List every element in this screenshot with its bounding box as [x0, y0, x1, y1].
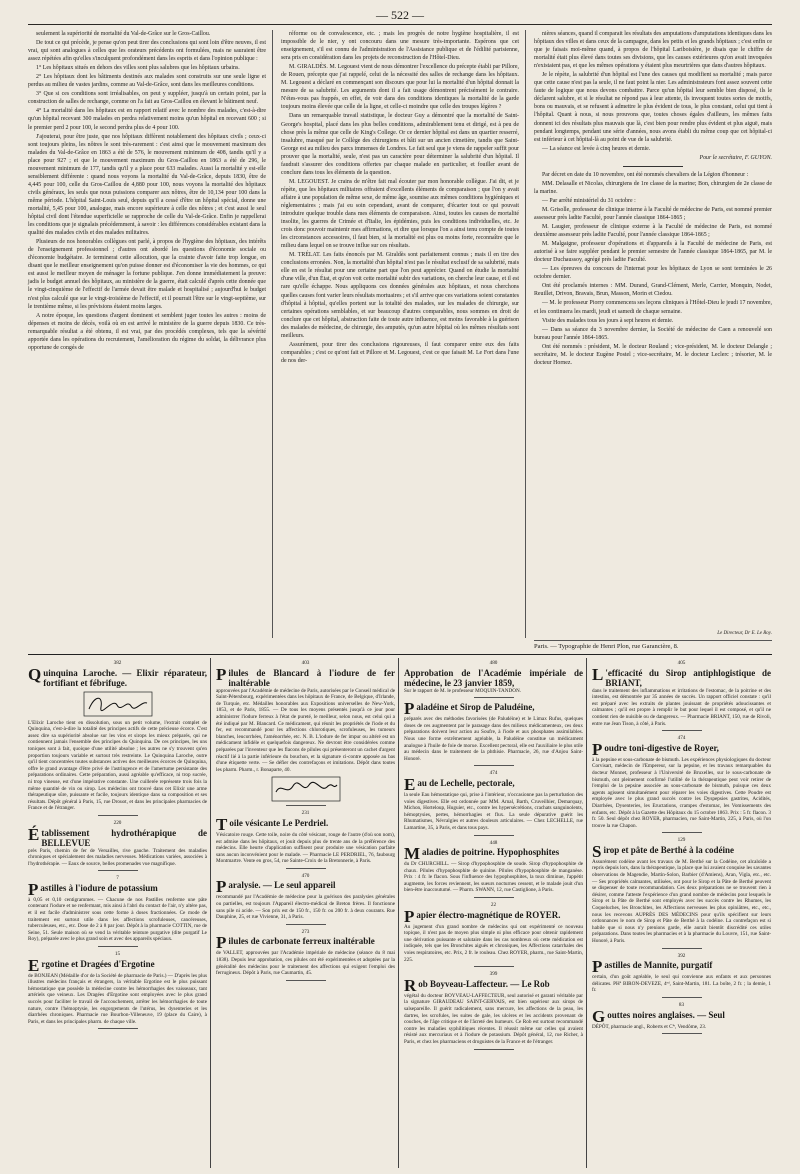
article-paragraph: Ont été proclamés internes : MM. Durand, Grand-Clément, Merle, Carrier, Monquin, Nodet, Reuillet, Drivon, Bravais, Brun, Masson, Morin et Ciedou. — [534, 283, 772, 298]
ad-title — [28, 879, 207, 899]
laroche-signature-icon — [83, 691, 153, 717]
advertisement — [404, 660, 583, 698]
ad-body: du Dr CHURCHILL. — Sirop d'hypophosphite de soude. Sirop d'hypophosphite de chaux. Pilules d'hypophosphite de quinine. Pilules d'hypophosphite de manganèse. Prix : 4 fr. le flacon. Sous l'influence des hypophosphites, la toux diminue, l'appétit augmente, les forces reviennent, les sueurs nocturnes cessent, et le malade jouit d'un bien-être inaccoutumé. — Pharm. SWANN, 12, rue Castiglione, à Paris. — [404, 861, 583, 894]
ad-number: 392 — [677, 952, 686, 959]
ad-title-text: astilles à l'iodure de potassium — [40, 882, 158, 893]
article-paragraph: 2° Les hôpitaux dont les bâtiments destinés aux malades sont construits sur une seule ligne et perdus au milieu de vastes jardins, comme au Val-de-Grâce, sont dans les meilleures conditions. — [28, 74, 266, 89]
ad-drop-cap: P — [404, 906, 415, 926]
article-column-1 — [28, 30, 266, 353]
column-divider — [525, 30, 526, 638]
ad-title — [404, 975, 583, 995]
advertisement — [28, 875, 207, 947]
ad-drop-cap: G — [592, 1006, 606, 1026]
ad-body: DÉPÔT, pharmacie angl., Roberts et Cⁱᵉ, Vendôme, 23. — [592, 1023, 707, 1030]
column-divider — [272, 30, 273, 638]
ad-separator — [662, 832, 702, 833]
ad-title-text: 'efficacité du Sirop antiphlogistique de BRIANT, — [605, 667, 771, 688]
ad-body: certain, d'un goût agréable, le seul qui convienne aux enfants et aux personnes délicates. PHª BIRON-DEVEZE, 4ᵉᵈ, Saint-Martin, 181. La boîte, 2 fr. ; la demie, 1 fr. — [592, 974, 771, 994]
article-paragraph: 4° La mortalité dans les hôpitaux est en rapport relatif avec le nombre des malades, c'est-à-dire qu'un hôpital recevant 300 malades en perdra relativement moins qu'un hôpital en recevant 600 ; si le premier perd 2 pour 100, le second perdra plus de 4 pour 100. — [28, 108, 266, 131]
ad-separator — [474, 697, 514, 698]
article-paragraph: M. Grisolle, professeur de clinique interne à la Faculté de médecine de Paris, est nommé premier assesseur près ladite Faculté, pour l'année classique 1864-1865 ; — [534, 206, 772, 221]
advertisement — [216, 929, 395, 981]
ad-title-text: outtes noires anglaises. — Seul — [607, 1009, 725, 1020]
ad-separator — [286, 805, 326, 806]
ad-body: la seule Eau hémostatique qui, prise à l'intérieur, n'occasionne pas la perturbation des voies digestives. Elle est ordonnée par MM. Arnal, Barth, Cruveilhier, Demarquay, Michon, Horteloup, Huguier, etc., contre les hypersécrétions, crachats sanguinolents, hémoptysies, pertes, hémorrhagies et flux. La seule dépurative guérit les Rhumatismes, Névralgies et autres douleurs articulaires. — Chez LECHELLE, rue Lamartine, 35, à Paris, et dans tous pays. — [404, 791, 583, 831]
ad-separator — [474, 897, 514, 898]
article-paragraph: De tout ce qui précède, je pense qu'on peut tirer des conclusions qui sont loin d'être neuves, il est vrai, qui sont analogues à celles que les orateurs précédents ont formulées, mais ne sauraient être assez répétées afin qu'elles s'inculquent profondément dans les esprits et dans l'opinion publique : — [28, 40, 266, 63]
ad-title — [404, 699, 583, 719]
ad-separator — [474, 765, 514, 766]
imprint — [534, 631, 772, 650]
ad-drop-cap: Q — [28, 664, 42, 684]
article-paragraph: M. TRÉLAT. Les faits énoncés par M. Giraldès sont parfaitement connus ; mais il en tire des conclusions erronées. Non, la mortalité d'un hôpital n'est pas le résultat exclusif de sa salubrité, mais elle en est le résultat pour une certaine part que l'on peut apprécier. Quand on étudie la mortalité d'une ville, d'un État, et qu'on voit cette mortalité subir des variations, on cherche leur cause, et il est rare qu'elle échappe. Nous appliquons ces données générales aux hôpitaux, et nous cherchons quelles causes font varier leurs résultats mortuaires ; et s'il arrive que ces variations soient constantes d'hôpital à hôpital, qu'elles portent sur la totalité des malades, sur les malades de chirurgie, sur certaines opérations semblables, et sur beaucoup d'autres comparables, nous sommes en droit de conclure que cet hôpital, abstraction faite de toute autre influence, est moins favorable à la guérison des malades de médecine, de chirurgie, des amputés, qu'un autre hôpital où les mêmes résultats sont meilleurs. — [281, 252, 519, 339]
article-paragraph: Dans un remarquable travail statistique, le docteur Guy a démontré que la mortalité de Saint-George's hospital, placé dans les plus belles conditions, admirablement tenu et dirigé, est à peu de chose près la même que celle de King's College. Or ce dernier hôpital est dans un quartier resserré, insalubre, masqué par le Collège des chirurgiens et bâti sur un ancien cimetière, tandis que Saint-George est au milieu des parcs immenses de Londres. Le fait seul que je viens de rappeler suffit pour prouver que la mortalité, seule, n'est pas un caractère pour déterminer la salubrité d'un hôpital. Il faudrait s'assurer des conditions offertes par chaque malade en particulier, et fouiller avant de conclure dans tous les éléments de la question. — [281, 113, 519, 176]
ad-title — [216, 664, 395, 688]
ad-separator — [474, 835, 514, 836]
article-paragraph: — Par arrêté ministériel du 31 octobre : — [542, 197, 636, 204]
ad-separator — [286, 868, 326, 869]
advertisement — [28, 820, 207, 871]
advertisement — [404, 902, 583, 967]
ad-title — [28, 955, 207, 975]
article-paragraph: Assurément, pour tirer des conclusions rigoureuses, il faut comparer entre eux des faits comparables ; c'est ce qu'ont fait et Pillore et M. Legouest, c'est ce que faisait M. Le Fort dans l'une de nos der- — [281, 341, 519, 364]
ad-title — [592, 841, 771, 861]
article-paragraph: Ont été nommés : président, M. le docteur Rouland ; vice-président, M. le docteur Delangle ; secrétaire, M. le docteur Eugène Postel ; vice-secrétaire, M. le docteur Leclerc ; trésorier, M. le docteur Hornez. — [534, 343, 772, 366]
ad-separator — [662, 948, 702, 949]
article-paragraph: M. Malgaigne, professeur d'opérations et d'appareils à la Faculté de médecine de Paris, est autorisé à se faire suppléer pendant le premier semestre de l'année classique 1864-1865, par M. le docteur Duchaussoy, agrégé près ladite Faculté. — [534, 241, 772, 264]
ad-title-text: oudre toni-digestive de Royer, — [604, 742, 719, 753]
article-paragraph: seulement la supériorité de mortalité du Val-de-Grâce sur le Gros-Caillou. — [36, 31, 211, 37]
ad-number: 22 — [490, 902, 497, 909]
article-paragraph: M. LEGOUEST. Je crains de m'être fait mal écouter par mon honorable collègue. J'ai dit, et je répète, que les hôpitaux militaires offraient d'excellents éléments de comparaison ; que l'on y avait affaire à une population de même sexe, de même âge, soumise aux mêmes conditions hygiéniques et réglementaires ; mais j'ai eu soin cependant, avant de comparer, d'écarter tout ce qui pouvait introduire quelque trouble dans mes éléments de comparaison. Ainsi, toutes les causes de mortalité insolite, les guerres de Crimée et d'Italie, les épidémies, puis les conditions individuelles, etc. Je crois donc pouvoir maintenir mes affirmations, et dire que lorsque l'on a ainsi tenu compte de toutes les circonstances accessoires, il faut bien, si la mortalité est plus ou moins forte, reconnaître que le milieu dans lequel on se trouve influe sur ces résultats. — [281, 178, 519, 250]
ad-drop-cap: E — [404, 774, 416, 794]
ad-title-text: tablissement hydrothérapique de BELLEVUE — [41, 827, 207, 848]
article-paragraph: 3° Que si ces conditions sont irréalisables, on peut y suppléer, jusqu'à un certain point, par la construction de salles de rechange, comme on l'a fait au Gros-Caillou en élevant le bâtiment neuf. — [28, 91, 266, 106]
ad-drop-cap: P — [592, 957, 603, 977]
ad-title-text: aladies de poitrine. Hypophosphites — [422, 847, 560, 858]
article-column-3 — [534, 30, 772, 368]
ad-drop-cap: S — [592, 841, 602, 861]
ad-title — [592, 739, 771, 759]
ad-drop-cap: P — [28, 879, 39, 899]
director-signature: Le Directeur, Dr E. Le Roy. — [717, 631, 772, 636]
ad-title — [404, 774, 583, 794]
article-paragraph: J'ajouterai, pour être juste, que nos hôpitaux diffèrent notablement des hôpitaux civils ; ceux-ci sont toujours pleins, les nôtres le sont très-rarement : c'est ainsi que le mouvement maximum des malades du Val-de-Grâce en 1863 a été de 576, le mouvement minimum de 408, tandis qu'il y a place pour 927 ; et que le mouvement maximum du Gros-Caillou en 1863 a été de 296, le mouvement minimum de 177, tandis qu'il y a place pour 633 malades. Aussi la mortalité y est-elle sensiblement différente : quand nous voyons la mortalité du Val-de-Grâce, depuis 1830, être de 4,445 pour 100, celle du Gros-Caillou de 4,880 pour 100, nous voyons la mortalité des hôpitaux civils généraux, les seuls que nous puissions comparer aux nôtres, être de 10,134 pour 100 dans la même période. L'hôpital Saint-Louis seul, depuis qu'il a cessé d'être un hôpital spécial, donne une mortalité, 5,45 pour 100, analogue, mais encore supérieure à celle des nôtres ; et c'est aussi le seul hôpital civil dont l'étendue superficielle se rapproche de celle du Val-de-Grâce. Enfin je rappellerai les conditions que je signalais précédemment, à savoir : les différences considérables existant dans la qualité des malades civils et des malades militaires. — [28, 133, 266, 237]
ad-drop-cap: R — [404, 975, 417, 995]
ad-number: 480 — [489, 660, 498, 666]
article-paragraph: Pour le secrétaire, F. GUYON. — [699, 154, 772, 161]
ad-separator — [474, 966, 514, 967]
ad-title-text: Approbation de l'Académie impériale de médecine, le 23 janvier 1859, — [404, 667, 583, 688]
ad-drop-cap: P — [216, 877, 227, 897]
advertisement — [216, 873, 395, 925]
ad-separator — [474, 1049, 514, 1050]
ad-body: dans le traitement des inflammations et irritations de l'estomac, de la poitrine et des intestins, est démontrée par 35 années de succès. Un rapport officiel constate : qu'il est préparé avec les extraits de plantes jouissant de propriétés adoucissantes et calmantes ; qu'il est propre à remplir le but pour lequel il est composé, et qu'il ne contient rien de nuisible ou de dangereux. — Pharmacie BRIANT, 150, rue de Rivoli, entre rue Jean Tison, à côté, à Paris. — [592, 687, 771, 727]
advertisement — [216, 810, 395, 869]
article-paragraph: Visite des malades tous les jours à sept heures et demie. — [542, 317, 674, 324]
advertisement — [592, 735, 771, 833]
ad-title-text: oile vésicante Le Perdriel. — [229, 817, 329, 828]
ad-drop-cap: E — [28, 955, 40, 975]
article-paragraph: nières séances, quand il comparait les résultats des amputations d'amputations identiques dans les hôpitaux des villes et dans ceux de la campagne, dans les petits et les grands hôpitaux ; c'est enfin ce que je faisais moi-même quand, à propos de l'hôpital Lariboisière, je disais que le chiffre de mortalité était plus élevé dans toutes ses divisions, que les causes extérieures qu'on avait invoquées n'existaient pas, et que les mêmes opérations y étaient plus meurtrières que dans d'autres hôpitaux. — [534, 31, 772, 70]
ad-separator — [98, 815, 138, 816]
ad-drop-cap: L — [592, 664, 604, 684]
ad-title — [216, 814, 395, 834]
article-paragraph: M. GIRALDÈS. M. Legouest vient de nous démontrer l'excellence du précepte établi par Pillore, de Rouen, précepte que j'ai rappelé, celui de la nécessité des salles de rechange dans les hôpitaux. M. Legouest a déclaré en commençant son discours que pour lui la mortalité d'un hôpital donnait la mesure de sa salubrité. Les arguments dont il a fait usage démontrent précisément le contraire. N'étes-vous pas frappés, en effet, de voir dans des conditions identiques la mortalité de la garde toujours moins élevée que celle de la ligne, et celle-ci moindre que celle des troupes légères ? — [281, 64, 519, 111]
ad-title — [216, 877, 395, 897]
ad-drop-cap: P — [216, 933, 227, 953]
ad-title-text: apier électro-magnétique de ROYER. — [416, 909, 561, 920]
ad-separator — [662, 1033, 702, 1034]
advertisement — [28, 660, 207, 816]
section-rule — [623, 166, 683, 167]
ad-body: Assurément codéine avant les travaux de M. Berthé sur la Codéine, cet alcaloïde a repris depuis lors, dans la thérapeutique, la place que lui avaient conquise les savantes observations de Magendie, Martin-Solon, Barbier (d'Amiens), Aran, Vigla, etc., etc. — Ses propriétés calmantes, utilisées, ont pour le Sirop et la Pâte de Berthé peuvent se dispenser de toute recommandation. Ces deux préparations ne se trouvent rien à désirer, comme l'atteste l'expérience d'un grand nombre de médecins pour lesquels le Sirop et la Pâte de Berthé sont employés avec les succès contre les Rhumes, les Coqueluches, les Bronchites, les Affections nerveuses les plus opiniâtres, etc., etc., nous les recevons AUPRÈS DES MÉDECINS pour qu'ils spécifient sur leurs ordonnances le nom de Sirop et Pâte de Berthé à la codéine. La contrefaçon est si habile que si nous n'y prenions garde, elle aurait bientôt discrédité ces utiles préparations. Dans toutes les pharmacies et à la pharmacie du Louvre, 151, rue Saint-Honoré, à Paris. — [592, 858, 771, 944]
advertisement — [28, 951, 207, 1029]
ad-title — [28, 664, 207, 688]
ad-number: 405 — [677, 660, 686, 666]
ad-number: 15 — [114, 951, 121, 958]
ad-number: 129 — [677, 837, 686, 844]
ad-body: préparés avec des méthodes favorisées (de Paludéine) et le Limax Rufus, quelques doses de ces augmentent par le parasage dans des milieux médicamenteux, ces deux préparations doivent leur action au Soufre, à l'iode et aux phosphates assimilables. Nous une forme extrêmement agréable, la Paludéine constitue un médicament analogue à l'huile de foie de morue. Excellent pectoral, elle est l'auxiliaire le plus utile au médecin dans le traitement de la phthisie. Pharmacie, 26, rue d'Anjou Saint-Honoré. — [404, 716, 583, 762]
ad-title — [28, 824, 207, 848]
ad-title — [592, 664, 771, 688]
ad-title — [216, 933, 395, 953]
advertisement — [404, 971, 583, 1049]
ad-separator — [286, 980, 326, 981]
ad-title-text: rgotine et Dragées d'Ergotine — [41, 958, 155, 969]
ad-separator — [662, 730, 702, 731]
article-paragraph: Plusieurs de nos honorables collègues ont parlé, à propos de l'hygiène des hôpitaux, des intérêts de l'enseignement professionnel ; d'autres ont abordé les questions d'économie sociale ou d'économie budgétaire. Je terminerai cette allocution, que la crainte d'avoir faite trop longue, en disant que le meilleur enseignement qu'on puisse donner est d'économiser la vie des hommes, ce qui est aussi le meilleur moyen de ménager la fortune publique. J'en donne immédiatement la preuve: jadis le budget annuel des hôpitaux, au ministère de la guerre, était calculé d'après cette donnée que le vingt-cinquième de l'effectif de l'armée devait être malade et hospitalisé ; aujourd'hui le budget n'est plus calculé que sur le vingt-troisième de l'effectif, et il pourrait l'être sur le vingt-septième, sur le trentième même, si les prévisions étaient moins larges. — [28, 239, 266, 310]
ad-separator — [286, 924, 326, 925]
ad-body: près Paris, chemin de fer de Versailles, rive gauche. Traitement des maladies chroniques et spécialement des maladies nerveuses. Médications variées, associées à l'hydrothérapie. — Eaux de source, belles promenades vue magnifique. — [28, 847, 207, 867]
ad-number: 231 — [301, 810, 310, 817]
advertisement — [592, 660, 771, 731]
ad-title — [592, 1006, 771, 1026]
advertisement — [216, 660, 395, 806]
advertisement — [404, 840, 583, 899]
ad-drop-cap: T — [216, 814, 228, 834]
ad-number: 83 — [678, 1001, 685, 1008]
ad-drop-cap: P — [592, 739, 603, 759]
ad-body: végétal du docteur BOYVEAU-LAFFECTEUR, seul autorisé et garanti véritable par la signature GIRAUDEAU SAINT-GERVAIS, est bien supérieur aux sirops de salsepareille. Il guérit radicalement, sans mercure, les affections de la peau, les dartres, les scrofules, les suites de gale, les ulcères et les accidents provenant de couches, de l'âge critique et de l'âcreté des humeurs. Ce Rob est surtout recommandé contre les maladies syphilitiques récentes. Il réussit même sur celles qui avaient résisté aux mercuriaux et à l'iodure de potassium. Dépôt général, 12, rue Richer, à Paris, et chez les pharmaciens et droguistes de la France et de l'étranger. — [404, 992, 583, 1045]
article-paragraph: — La séance est levée à cinq heures et demie. — [542, 145, 651, 152]
ad-title — [404, 668, 583, 688]
ads-divider — [398, 658, 399, 1168]
ad-title-text: ob Boyveau-Laffecteur. — Le Rob — [418, 978, 550, 989]
ad-body: à 0,05 et 0,10 centigrammes. — Chacune de nos Pastilles renferme une pâte contenant l'iodure et ne renfermant, mis ainsi à l'abri du contact de l'air, n'y altère pas, et il est facile d'administrer sous cette forme à doses fractionnées. Ce mode de traitement est surtout utile dans les affections scrofuleuses, cancéreuses, tuberculeuses, etc., etc. Dose de 2 à 8 par jour. Dépôt à la pharmacie COTTIN, rue de Seine, 51. Seule maison où se vend la véritable teinture purgative (dite purgatif Le Roy), préparée avec le plus grand soin et avec des appareils spéciaux. — [28, 896, 207, 943]
article-paragraph: A notre époque, les questions d'argent dominent et semblent juger toutes les autres : moins de dépenses et moins de décès, voilà où en est arrivé le ministère de la guerre depuis 1830. Ce très-remarquable résultat a été obtenu, il est vrai, par des procédés complexes, tels que la sévérité apportée dans les opérations du recrutement, l'amélioration du régime du soldat, la délivrance plus opportune de congés de — [28, 312, 266, 351]
ad-number: 220 — [113, 819, 122, 826]
ad-drop-cap: M — [404, 844, 421, 864]
ads-column-4 — [592, 660, 771, 1038]
ad-body: de VALLET, approuvées par l'Académie impériale de médecine (séance du 8 mai 1838). Depuis leur approbation, ces pilules ont été expérimentées et adoptées par la généralité des médecins pour le traitement des affections qui exigent l'emploi des ferrugineux. Dépôt à Paris, rue Caumartin, 45. — [216, 950, 395, 977]
advertisement — [592, 953, 771, 998]
article-paragraph: Par décret en date du 10 novembre, ont été nommés chevaliers de la Légion d'honneur : — [542, 171, 749, 178]
article-paragraph: Je le répète, la salubrité d'un hôpital est l'une des causes qui modifient sa mortalité ; mais parce que cette cause n'est pas la seule, il ne faut point la nier. Les administrateurs font assez souvent cette faute de logique que nous devons combattre. Parce qu'un hôpital leur semble bien disposé, ils le déclarent salubre, et si le résultat ne répond pas à leur attente, ils invoquent toutes sortes de motifs, bons ou mauvais, et se refusent à admettre le plus évident de tous, le plus constant, celui qui tient à l'hôpital. Quant à nous, si nous prouvons que, toutes choses égales d'ailleurs, les mêmes faits donnent ici des résultats plus mauvais que là, c'est bien pour rendre plus évident et plus aiguë, mais pendant longtemps, pendant une série d'années, nous avons établi du même coup que cet hôpital-ci est inférieur à cet hôpital-là au point de vue de la salubrité. — [534, 72, 772, 143]
advertisement — [592, 1002, 771, 1034]
ads-divider — [210, 658, 211, 1168]
ad-number: 7 — [116, 875, 119, 882]
ad-separator — [662, 997, 702, 998]
ad-separator — [98, 1028, 138, 1029]
article-paragraph: MM. Delasalle et Nicolas, chirurgiens de 1re classe de la marine; Bon, chirurgien de 2e classe de la marine. — [534, 180, 772, 195]
ad-number: 474 — [677, 735, 686, 742]
ad-drop-cap: P — [404, 699, 415, 719]
blancard-signature-icon — [271, 776, 341, 802]
page-number: — 522 — — [376, 8, 424, 22]
ads-divider — [586, 658, 587, 1168]
ad-title-text: au de Lechelle, pectorale, — [417, 777, 515, 788]
ads-column-3 — [404, 660, 583, 1054]
ad-body: Au jugement d'un grand nombre de médecins qui ont expérimenté ce nouveau topique, il n'est pas de moyen plus simple ni plus efficace pour obtenir rapidement une dérivation puissante et salutaire dans les cas nombreux où cette médication est indiquée, tels que les Bronchites aiguës et chroniques, les Affections catarrhales des voies respiratoires, etc. Prix, 2 fr. le rouleau. Chez ROYER, pharm., rue Saint-Martin, 225. — [404, 923, 583, 963]
ad-number: 470 — [301, 872, 310, 879]
ad-number: 382 — [113, 660, 122, 666]
ad-body: de BONJEAN (Médaille d'or de la Société de pharmacie de Paris.) — D'après les plus illustres médecins français et étrangers, la véritable Ergotine est le plus puissant hémostatique que possède la médecine contre les hémorrhagies des vaisseaux, tant artériels que veineux. Les Dragées d'Ergotine sont employées avec le plus grand succès pour faciliter le travail de l'accouchement, arrêter les hémorrhagies de toute nature, contre l'hémoptysie, les engorgements de l'utérus, les dysenteries et les diarrhées chroniques. Pharmacie rue Bourbon-Villeneuve, 19 (place du Caire), à Paris, et dans les principales pharm. de chaque ville. — [28, 972, 207, 1025]
ad-title-text: aralysie. — Le seul appareil — [228, 880, 336, 891]
ad-title-text: ilules de carbonate ferreux inaltérable — [228, 936, 375, 947]
ad-title-text: uinquina Laroche. — Elixir réparateur, fortifiant et fébrifuge. — [43, 667, 207, 688]
article-paragraph: — Les épreuves du concours de l'internat pour les hôpitaux de Lyon se sont terminées le 26 octobre dernier. — [534, 266, 772, 281]
ad-body: Vésicatoire rouge. Cette toile, noire du côté vésicant, rouge de l'autre (d'où son nom), est admise dans les hôpitaux, et jouit depuis plus de trente ans de la préférence des médecins. Elle heurte d'application suffisent pour produire une vésication parfaite sans aucun inconvénient pour le malade. — Pharmacie LE PERDRIEL, 76, faubourg Montmartre. Vente en gros, 54, rue Sainte-Croix de la Bretonnerie, à Paris. — [216, 831, 395, 865]
advertisement — [592, 837, 771, 948]
article-paragraph: — Dans sa séance du 3 novembre dernier, la Société de médecine de Caen a renouvelé son bureau pour l'année 1864-1865. — [534, 326, 772, 341]
ad-number: 399 — [489, 971, 498, 978]
ad-title-text: aladéine et Sirop de Paludéine, — [416, 702, 535, 713]
ad-body: approuvées par l'Académie de médecine de Paris, autorisées par le Conseil médical de Saint-Pétersbourg, expérimentées dans les hôpitaux de France, de Belgique, d'Irlande, de Turquie, etc. Médailles honorables aux Expositions universelles de New-York, 1853, et de Paris, 1855. — De tous les moyens présentés jusqu'à ce jour pour administrer l'iodure ferreux à l'état de pureté, le meilleur, selon nous, est celui qui a été indiqué par M. Blancard. Ce médicament, qui réunit les propriétés de l'iode et du fer, est recommandé pour les affections chlorotiques, scrofuleuses, les tumeurs blanches, leucorrhées, l'aménorrhée, etc. N. B. L'iodure de fer impur ou altéré est un médicament infidèle et quelquefois dangereux. Ne devront être considérées comme préparées par l'inventeur que les flacons de pilules qui présenteront un cachet d'argent réactif lié à la partie inférieure du bouchon, et la signature ci-contre apposée au bas d'une étiquette verte. — Se défier des contrefaçons et imitations. Dépôt dans toutes les pharm. Pharm., r. Bonaparte, 40. — [216, 687, 395, 773]
article-paragraph: réforme ou de convalescence, etc. ; mais les progrès de notre hygiène hospitalière, il est impossible de le nier, y ont concouru dans une mesure très-importante. Espérons que cet enseignement, s'il est connu de l'administration de l'Assistance publique et de l'édilité parisienne, sera pris en considération dans les projets de reconstruction de l'Hôtel-Dieu. — [281, 31, 519, 62]
article-column-2 — [281, 30, 519, 366]
article-paragraph: — M. le professeur Piorry commencera ses leçons cliniques à l'Hôtel-Dieu le jeudi 17 novembre, et les continuera les mardi, jeudi et samedi de chaque semaine. — [534, 300, 772, 315]
ad-body: Sur le rapport de M. le professeur MOQUIN-TANDON. — [404, 687, 521, 694]
ads-column-2 — [216, 660, 395, 985]
ad-separator — [98, 946, 138, 947]
advertisements-rule — [28, 654, 772, 655]
ad-number: 273 — [301, 928, 310, 935]
advertisement — [404, 699, 583, 766]
ad-title-text: ilules de Blancard à l'iodure de fer inaltérable — [228, 667, 395, 688]
advertisement — [404, 770, 583, 835]
ad-drop-cap: P — [216, 664, 227, 684]
ad-separator — [98, 870, 138, 871]
top-rule — [28, 24, 772, 25]
printer-line: Paris. — Typographie de Henri Plon, rue Garancière, 8. — [534, 643, 679, 650]
ad-body: recommandé par l'Académie de médecine pour la guérison des paralysies générales ou partielles, est toujours l'Appareil électro-médical de Breton frères. Il fonctionne sans pile ni acide. — Son prix est de 150 fr., 150 fr. ou 200 fr. à deux courants. Rue Dauphine, 25, et rue Vivienne, 31, à Paris. — [216, 894, 395, 921]
ad-body: à la pepsine et sous-carbonate de bismuth. Les expériences physiologiques du docteur Corvisart, médecin de l'Empereur, sur la pepsine, et les travaux remarquables du docteur Monnet, professeur à l'Université de Bruxelles, sur le sous-carbonate de bismuth, ont pleinement confirmé l'utilité de la thérapeutique peut voir retirer de l'emploi de la pepsine associée au sous-carbonate de bismuth, puisque ces deux agents agissent simultanément pour réparer les voies digestives. Cette Poudre est employée avec le plus grand succès contre les Dyspepsies gastrites, Acidités, Diarrhées, Dysenteries, les Eructations, crampes d'estomac, les Vomissements des enfants, etc. Dépôt à la Gazette des Hôpitaux du 15 octobre 1863. Prix : 5 fr. flacon. 3 fr. 50. Seul dépôt chez ROYER, pharmacien, rue Saint-Martin, 225, à Paris, où l'on trouve la rue Chapon. — [592, 756, 771, 829]
ad-number: 448 — [489, 839, 498, 846]
ad-title — [404, 906, 583, 926]
ad-drop-cap: É — [28, 824, 40, 844]
article-paragraph: M. Laugier, professeur de clinique externe à la Faculté de médecine de Paris, est nommé deuxième assesseur près ladite Faculté, pour l'année classique 1864-1865 ; — [534, 224, 772, 239]
ad-title — [404, 844, 583, 864]
ad-title-text: irop et pâte de Berthé à la codéine — [603, 844, 735, 855]
ads-column-1 — [28, 660, 207, 1033]
ad-title — [592, 957, 771, 977]
ad-title-text: astilles de Mannite, purgatif — [604, 960, 713, 971]
ad-number: 474 — [489, 770, 498, 777]
ad-number: 403 — [301, 660, 310, 666]
article-paragraph: 1° Les hôpitaux situés en dehors des villes sont plus salubres que les hôpitaux urbains. — [36, 65, 240, 72]
ad-body: L'Elixir Laroche tient en dissolution, sous un petit volume, l'extrait complet de Quinquina, c'est-à-dire la totalité des principes actifs de cette précieuse écorce. C'est assez dire sa supériorité absolue sur les vins et sirops les mieux préparés, qui ne contiennent jamais l'ensemble des principes du Quinquina. De ces principes, les uns toniques sont à fait, quoique d'une utilité absolue ; les autres ne s'y trouvent qu'en proportion toujours variable et surtout très restreinte. Le Quinquina Laroche, outre qu'il tient concentrées toutes substances actives des meilleures écorces de Quinquina, offre le grand avantage d'être privé de l'astringence et de l'amertume persistante des préparations ordinaires. Cette préparation, aussi agréable qu'efficace, ni trop sucrée, ni trop vineuse, est d'une impérative constante. Une cuillerée représente trois fois la même quantité de vin ou sirop. Les médecins ont trouvé dans cet Elixir une arme thérapeutique sûre, puissante et facile, toujours identique dans sa composition et ses résultats. Dépôt général à Paris, 15, rue Drouot, et dans les principales pharmacies de France et de l'étranger. — [28, 719, 207, 812]
